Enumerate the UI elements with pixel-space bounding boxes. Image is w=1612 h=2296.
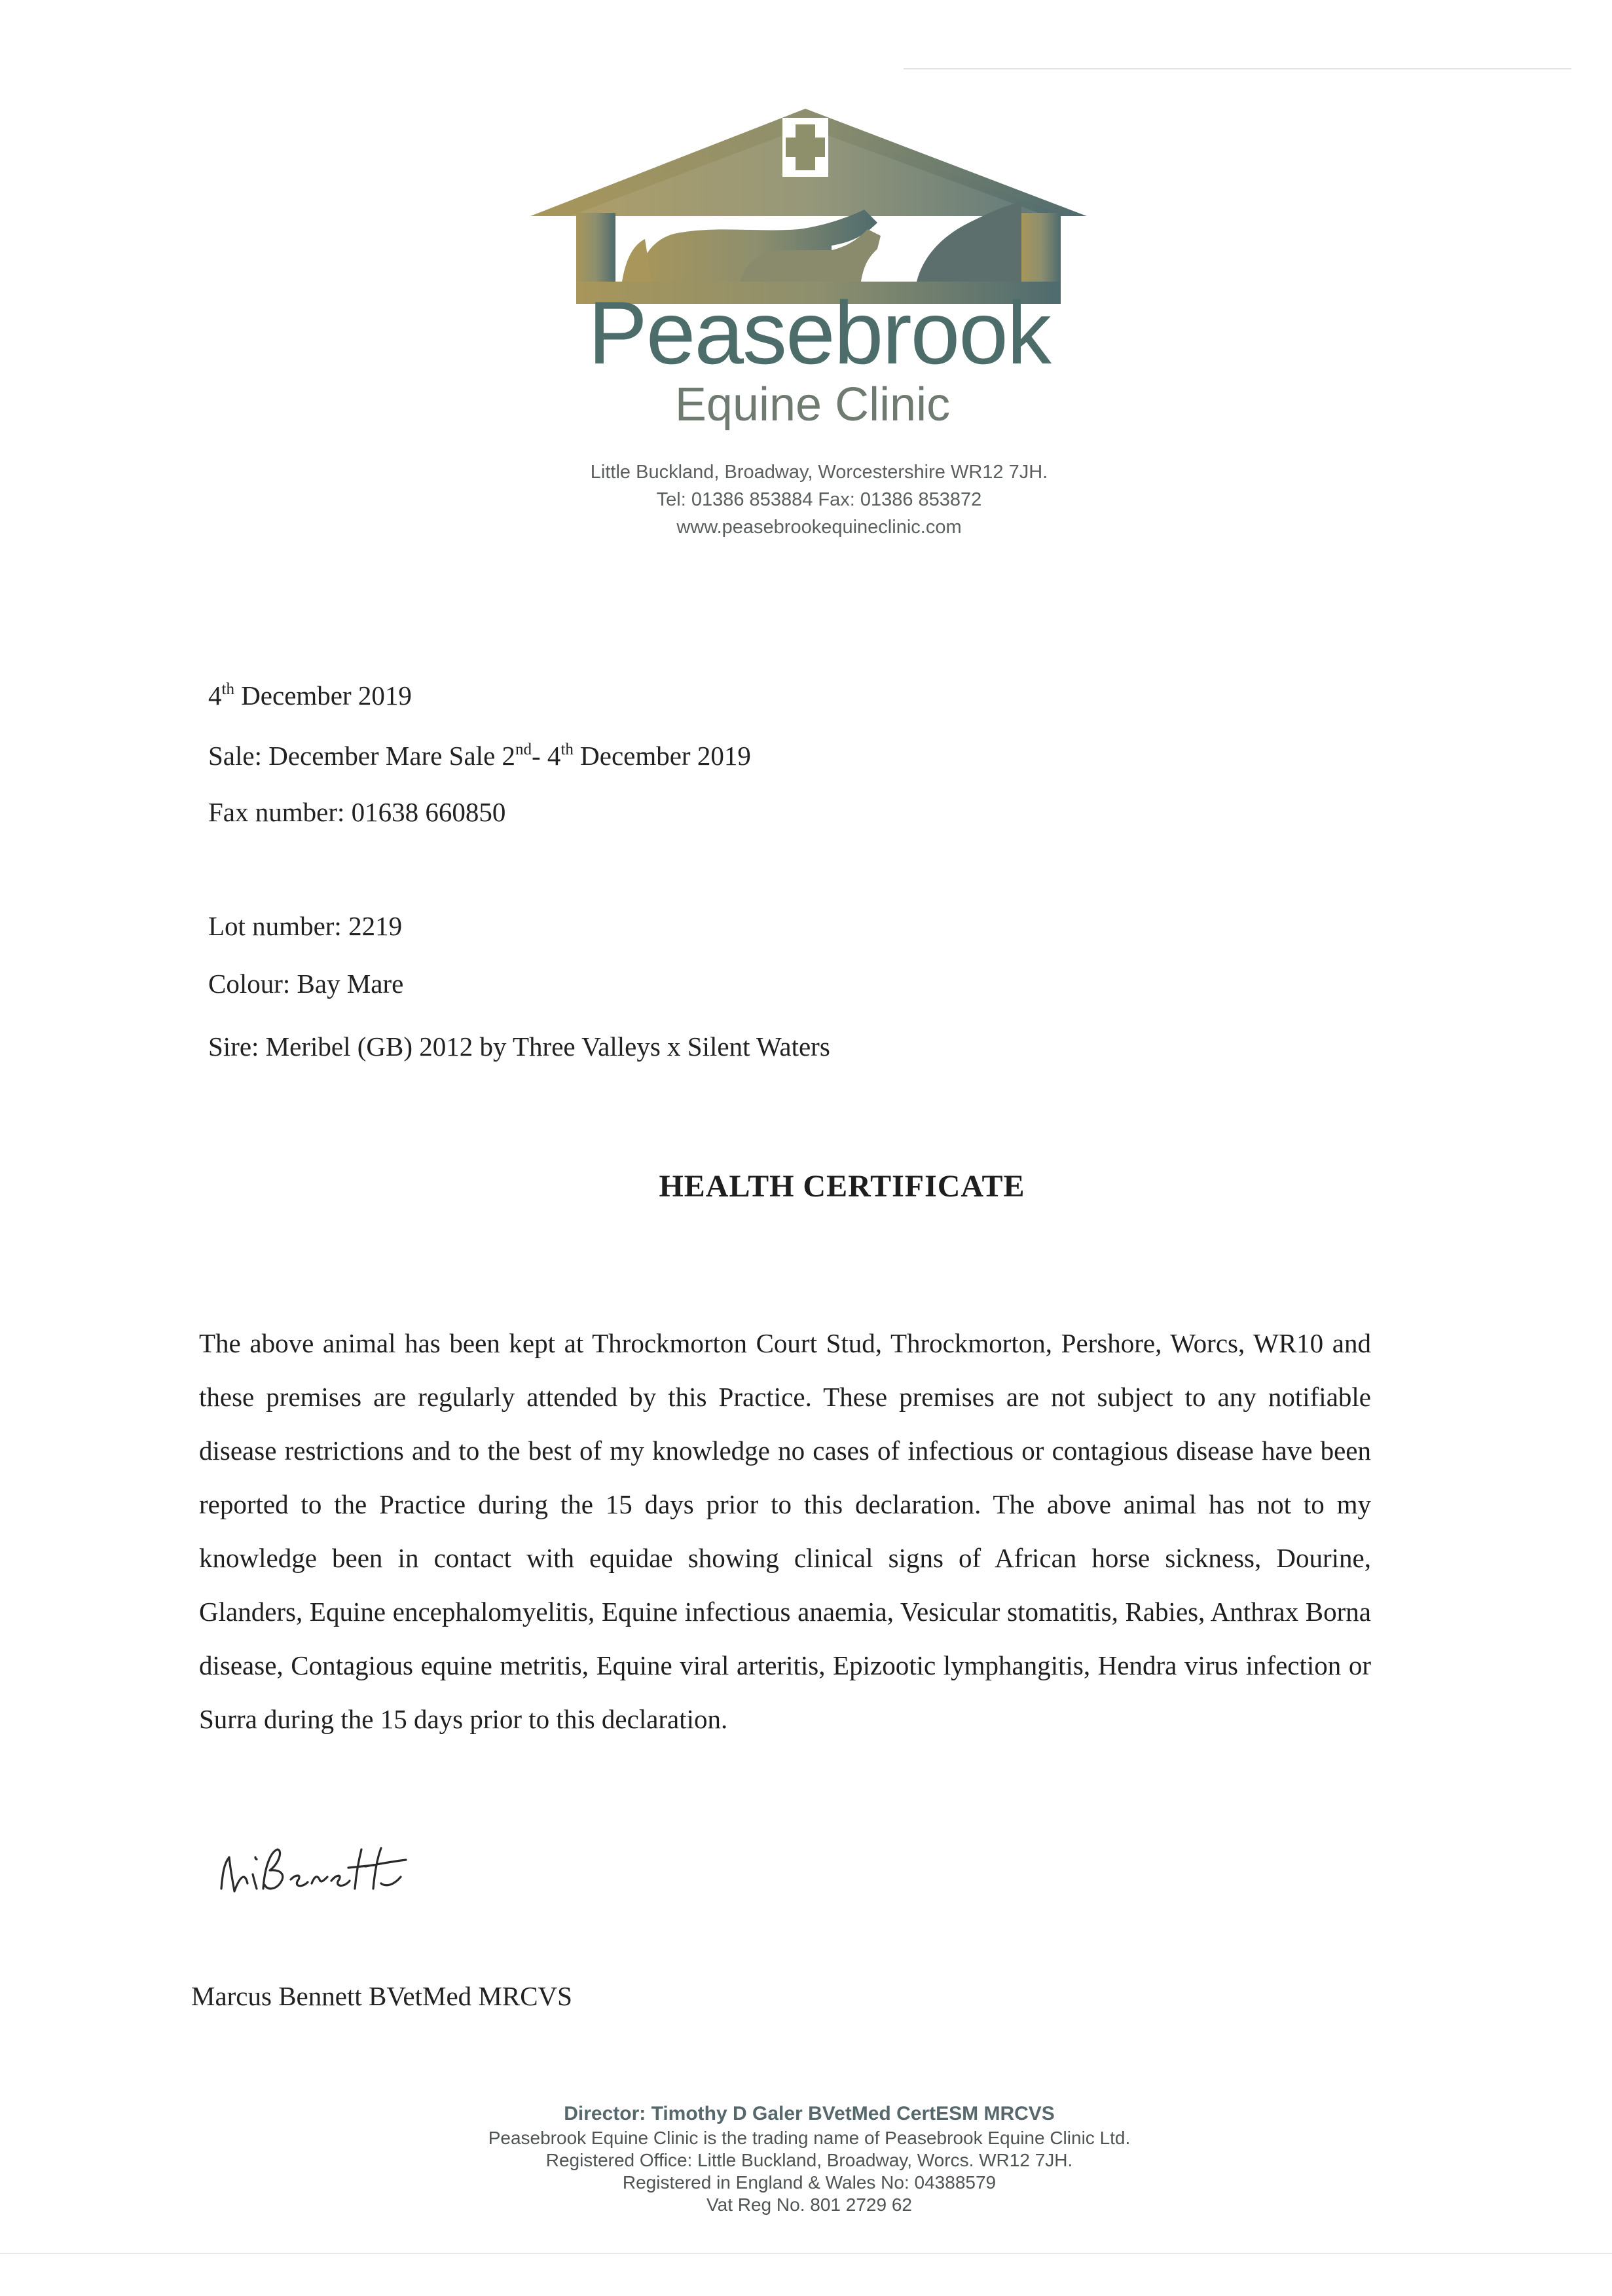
footer-trading-name: Peasebrook Equine Clinic is the trading name of Peasebrook Equine Clinic Ltd. bbox=[488, 2128, 1131, 2148]
sale-line bbox=[208, 741, 751, 769]
scan-edge-top bbox=[904, 68, 1571, 69]
sale-mid: - 4 bbox=[532, 741, 561, 771]
signatory-name: Marcus Bennett BVetMed MRCVS bbox=[191, 1981, 572, 2011]
certificate-date bbox=[208, 681, 412, 709]
footer-registered-office: Registered Office: Little Buckland, Broadway, Worcs. WR12 7JH. bbox=[545, 2150, 1073, 2170]
sale-suffix-2: th bbox=[560, 741, 574, 758]
date-rest: December 2019 bbox=[234, 680, 412, 711]
scan-edge-bottom bbox=[0, 2253, 1612, 2254]
clinic-contact bbox=[0, 458, 1612, 541]
clinic-address: Little Buckland, Broadway, Worcestershire WR12 7JH. bbox=[590, 462, 1048, 483]
date-day-suffix: th bbox=[221, 680, 234, 698]
signature-graphic bbox=[210, 1811, 445, 1910]
certificate-body: The above animal has been kept at Throckmorton Court Stud, Throckmorton, Pershore, Worcs, WR10 and these premises are regularly attended by this Practice. These premises are not subject to any notifiable disease restrictions and to the best of my knowledge no cases of infectious or contagious disease have been reported to the Practice during the 15 days prior to this declaration. The above animal has not to my knowledge been in contact with equidae showing clinical signs of African horse sickness, Dourine, Glanders, Equine encephalomyelitis, Equine infectious anaemia, Vesicular stomatitis, Rabies, Anthrax Borna disease, Contagious equine metritis, Equine viral arteritis, Epizootic lymphangitis, Hendra virus infection or Surra during the 15 days prior to this declaration. bbox=[199, 1328, 1371, 1734]
fax-number: Fax number: 01638 660850 bbox=[208, 797, 506, 827]
signature bbox=[210, 1811, 445, 1910]
date-day: 4 bbox=[208, 680, 222, 711]
footer bbox=[0, 2101, 1612, 2216]
footer-director: Director: Timothy D Galer BVetMed CertESM MRCVS bbox=[564, 2103, 1055, 2124]
clinic-phone-fax: Tel: 01386 853884 Fax: 01386 853872 bbox=[656, 489, 982, 510]
sale-suffix-1: nd bbox=[515, 741, 532, 758]
sale-end: December 2019 bbox=[573, 741, 751, 771]
sale-prefix: Sale: December Mare Sale 2 bbox=[208, 741, 516, 771]
footer-registration: Registered in England & Wales No: 04388579 bbox=[622, 2172, 997, 2193]
brand-name: Peasebrook bbox=[588, 283, 1050, 382]
clinic-website[interactable]: www.peasebrookequineclinic.com bbox=[676, 517, 962, 538]
sire: Sire: Meribel (GB) 2012 by Three Valleys x Silent Waters bbox=[208, 1031, 830, 1062]
certificate-title: HEALTH CERTIFICATE bbox=[659, 1169, 1025, 1204]
colour: Colour: Bay Mare bbox=[208, 969, 404, 999]
footer-vat: Vat Reg No. 801 2729 62 bbox=[706, 2194, 912, 2215]
brand-subtitle: Equine Clinic bbox=[674, 379, 951, 431]
lot-number: Lot number: 2219 bbox=[208, 911, 403, 941]
